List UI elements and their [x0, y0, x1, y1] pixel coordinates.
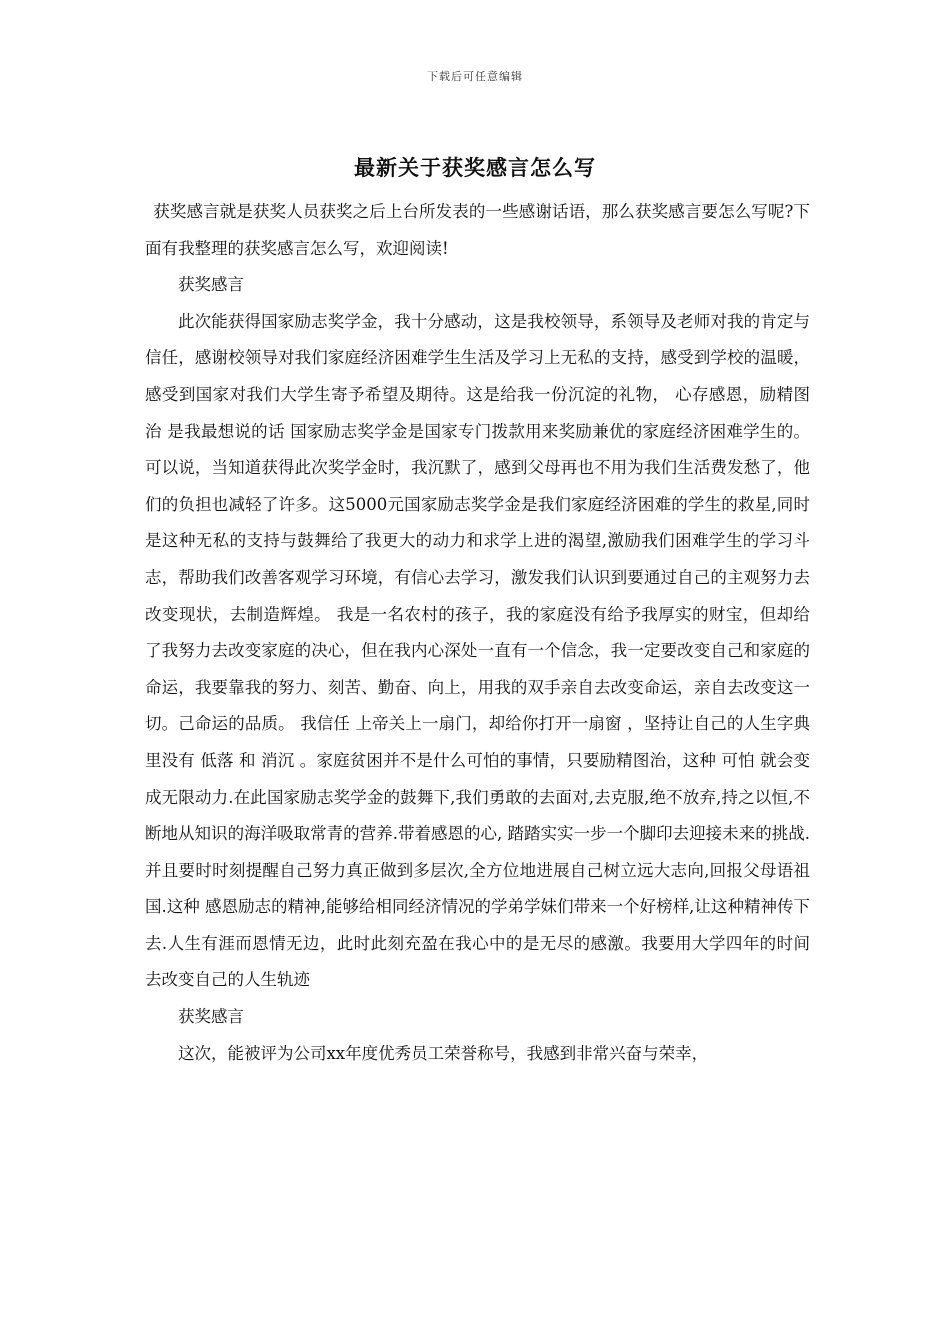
body-paragraph: 此次能获得国家励志奖学金，我十分感动，这是我校领导，系领导及老师对我的肯定与信任，感谢校领导对我们家庭经济困难学生生活及学习上无私的支持，感受到学校的温暖，感受到国家对我们大学生寄予希望及期待。这是给我一份沉淀的礼物， 心存感恩，励精图治 是我最想说的话 国家励志奖学金是国家专门拨款用来奖励兼优的家庭经济困难学生的。可以说，当知道获得此次奖学金时，我沉默了，感到父母再也不用为我们生活费发愁了，他们的负担也减轻了许多。这5000元国家励志奖学金是我们家庭经济困难的学生的救星,同时是这种无私的支持与鼓舞给了我更大的动力和求学上进的渴望,激励我们困难学生的学习斗志，帮助我们改善客观学习环境，有信心去学习，激发我们认识到要通过自己的主观努力去改变现状，去制造辉煌。 我是一名农村的孩子，我的家庭没有给予我厚实的财宝，但却给了我努力去改变家庭的决心，但在我内心深处一直有一个信念，我一定要改变自己和家庭的命运，我要靠我的努力、刻苦、勤奋、向上，用我的双手亲自去改变命运，亲自去改变这一切。己命运的品质。 我信任 上帝关上一扇门，却给你打开一扇窗 ，坚持让自己的人生字典里没有 低落 和 消沉 。家庭贫困并不是什么可怕的事情，只要励精图治，这种 可怕 就会变成无限动力.在此国家励志奖学金的鼓舞下,我们勇敢的去面对,去克服,绝不放弃,持之以恒,不断地从知识的海洋吸取常青的营养.带着感恩的心, 踏踏实实一步一个脚印去迎接未来的挑战.并且要时时刻提醒自己努力真正做到多层次,全方位地进展自己树立远大志向,回报父母语祖国.这种 感恩励志的精神,能够给相同经济情况的学弟学妹们带来一个好榜样,让这种精神传下去.人生有涯而恩情无边，此时此刻充盈在我心中的是无尽的感激。我要用大学四年的时间去改变自己的人生轨迹 [145, 311, 810, 990]
intro-paragraph: 获奖感言就是获奖人员获奖之后上台所发表的一些感谢话语，那么获奖感言要怎么写呢?下面有我整理的获奖感言怎么写，欢迎阅读! [145, 202, 810, 258]
header-note: 下载后可任意编辑 [427, 70, 523, 83]
section-label: 获奖感言 [178, 275, 244, 295]
document-title: 最新关于获奖感言怎么写 [354, 155, 596, 180]
document-body [145, 194, 810, 1072]
body-paragraph: 这次，能被评为公司xx年度优秀员工荣誉称号，我感到非常兴奋与荣幸， [178, 1043, 709, 1063]
section-label: 获奖感言 [178, 1007, 244, 1027]
